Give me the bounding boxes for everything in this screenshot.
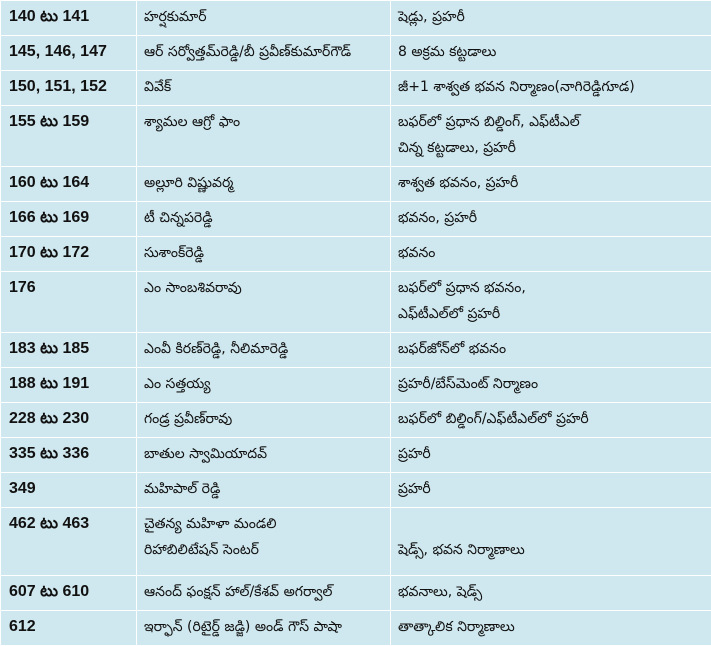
table-row (1, 202, 711, 237)
detail-line: చిన్న కట్టడాలు, ప్రహరీ (398, 135, 705, 161)
survey-number: 160 టు 164 (1, 167, 137, 202)
name-line: చైతన్య మహిళా మండలి (144, 511, 384, 537)
survey-number: 462 టు 463 (1, 508, 137, 576)
table-row (1, 36, 711, 71)
owner-name: హర్షకుమార్ (137, 1, 391, 36)
table-row (1, 508, 711, 576)
owner-name: అల్లూరి విష్ణువర్మ (137, 167, 391, 202)
owner-name: మహిపాల్ రెడ్డి (137, 473, 391, 508)
construction-detail: జీ+1 శాశ్వత భవన నిర్మాణం(నాగిరెడ్డిగూడ) (391, 71, 711, 106)
table-row (1, 272, 711, 333)
survey-number: 150, 151, 152 (1, 71, 137, 106)
owner-name: టీ చిన్నపరెడ్డి (137, 202, 391, 237)
construction-detail: బఫర్‌లో బిల్డింగ్/ఎఫ్‌టీఎల్‌లో ప్రహరీ (391, 403, 711, 438)
table-row (1, 403, 711, 438)
table-row (1, 71, 711, 106)
survey-number: 145, 146, 147 (1, 36, 137, 71)
survey-number: 166 టు 169 (1, 202, 137, 237)
construction-detail (391, 508, 711, 576)
survey-number: 612 (1, 611, 137, 646)
construction-detail: 8 అక్రమ కట్టడాలు (391, 36, 711, 71)
detail-line: బఫర్‌లో ప్రధాన భవనం, (398, 275, 705, 301)
construction-detail: శాశ్వత భవనం, ప్రహరీ (391, 167, 711, 202)
table-row (1, 438, 711, 473)
owner-name: శ్యామల ఆగ్రో ఫాం (137, 106, 391, 167)
construction-detail: ప్రహరీ/బేస్‌మెంట్ నిర్మాణం (391, 368, 711, 403)
construction-detail (391, 106, 711, 167)
detail-line (398, 511, 705, 537)
survey-number: 607 టు 610 (1, 576, 137, 611)
construction-detail: భవనం (391, 237, 711, 272)
detail-line: ఎఫ్‌టీఎల్‌లో ప్రహరీ (398, 301, 705, 327)
construction-detail: ప్రహరీ (391, 438, 711, 473)
owner-name: ఆనంద్ ఫంక్షన్ హాల్/కేశవ్ అగర్వాల్ (137, 576, 391, 611)
table-row (1, 368, 711, 403)
owner-name: ఎం సత్తయ్య (137, 368, 391, 403)
table-row (1, 611, 711, 646)
survey-number: 228 టు 230 (1, 403, 137, 438)
table-row (1, 106, 711, 167)
detail-line: షెడ్స్, భవన నిర్మాణాలు (398, 537, 705, 563)
table-row (1, 237, 711, 272)
owner-name: బాతుల స్వామియాదవ్ (137, 438, 391, 473)
construction-detail: బఫర్‌జోన్‌లో భవనం (391, 333, 711, 368)
survey-number: 335 టు 336 (1, 438, 137, 473)
survey-number: 155 టు 159 (1, 106, 137, 167)
name-line: రిహాబిలిటేషన్ సెంటర్ (144, 537, 384, 563)
owner-name: ఆర్ సర్వోత్తమ్‌రెడ్డి/బీ ప్రవీణ్‌కుమార్‌గౌడ్ (137, 36, 391, 71)
construction-detail: షెడ్లు, ప్రహరీ (391, 1, 711, 36)
owner-name (137, 508, 391, 576)
survey-number: 170 టు 172 (1, 237, 137, 272)
survey-number: 188 టు 191 (1, 368, 137, 403)
survey-number: 183 టు 185 (1, 333, 137, 368)
owner-name: గండ్ర ప్రవీణ్‌రావు (137, 403, 391, 438)
table-row (1, 1, 711, 36)
construction-detail: భవనాలు, షెడ్స్ (391, 576, 711, 611)
survey-number: 349 (1, 473, 137, 508)
table-row (1, 167, 711, 202)
table-row (1, 333, 711, 368)
construction-detail (391, 272, 711, 333)
owner-name: ఎంవీ కిరణ్‌రెడ్డి, నీలిమారెడ్డి (137, 333, 391, 368)
table-row (1, 576, 711, 611)
owner-name: సుశాంక్‌రెడ్డి (137, 237, 391, 272)
construction-detail: తాత్కాలిక నిర్మాణాలు (391, 611, 711, 646)
table-row (1, 473, 711, 508)
construction-detail: ప్రహరీ (391, 473, 711, 508)
owner-name: వివేక్ (137, 71, 391, 106)
owner-name: ఇర్ఫాన్ (రిటైర్డ్ జడ్జి) అండ్ గౌస్ పాషా (137, 611, 391, 646)
owner-name: ఎం సాంబశివరావు (137, 272, 391, 333)
survey-number: 176 (1, 272, 137, 333)
survey-number: 140 టు 141 (1, 1, 137, 36)
detail-line: బఫర్‌లో ప్రధాన బిల్డింగ్, ఎఫ్‌టీఎల్ (398, 109, 705, 135)
construction-detail: భవనం, ప్రహరీ (391, 202, 711, 237)
